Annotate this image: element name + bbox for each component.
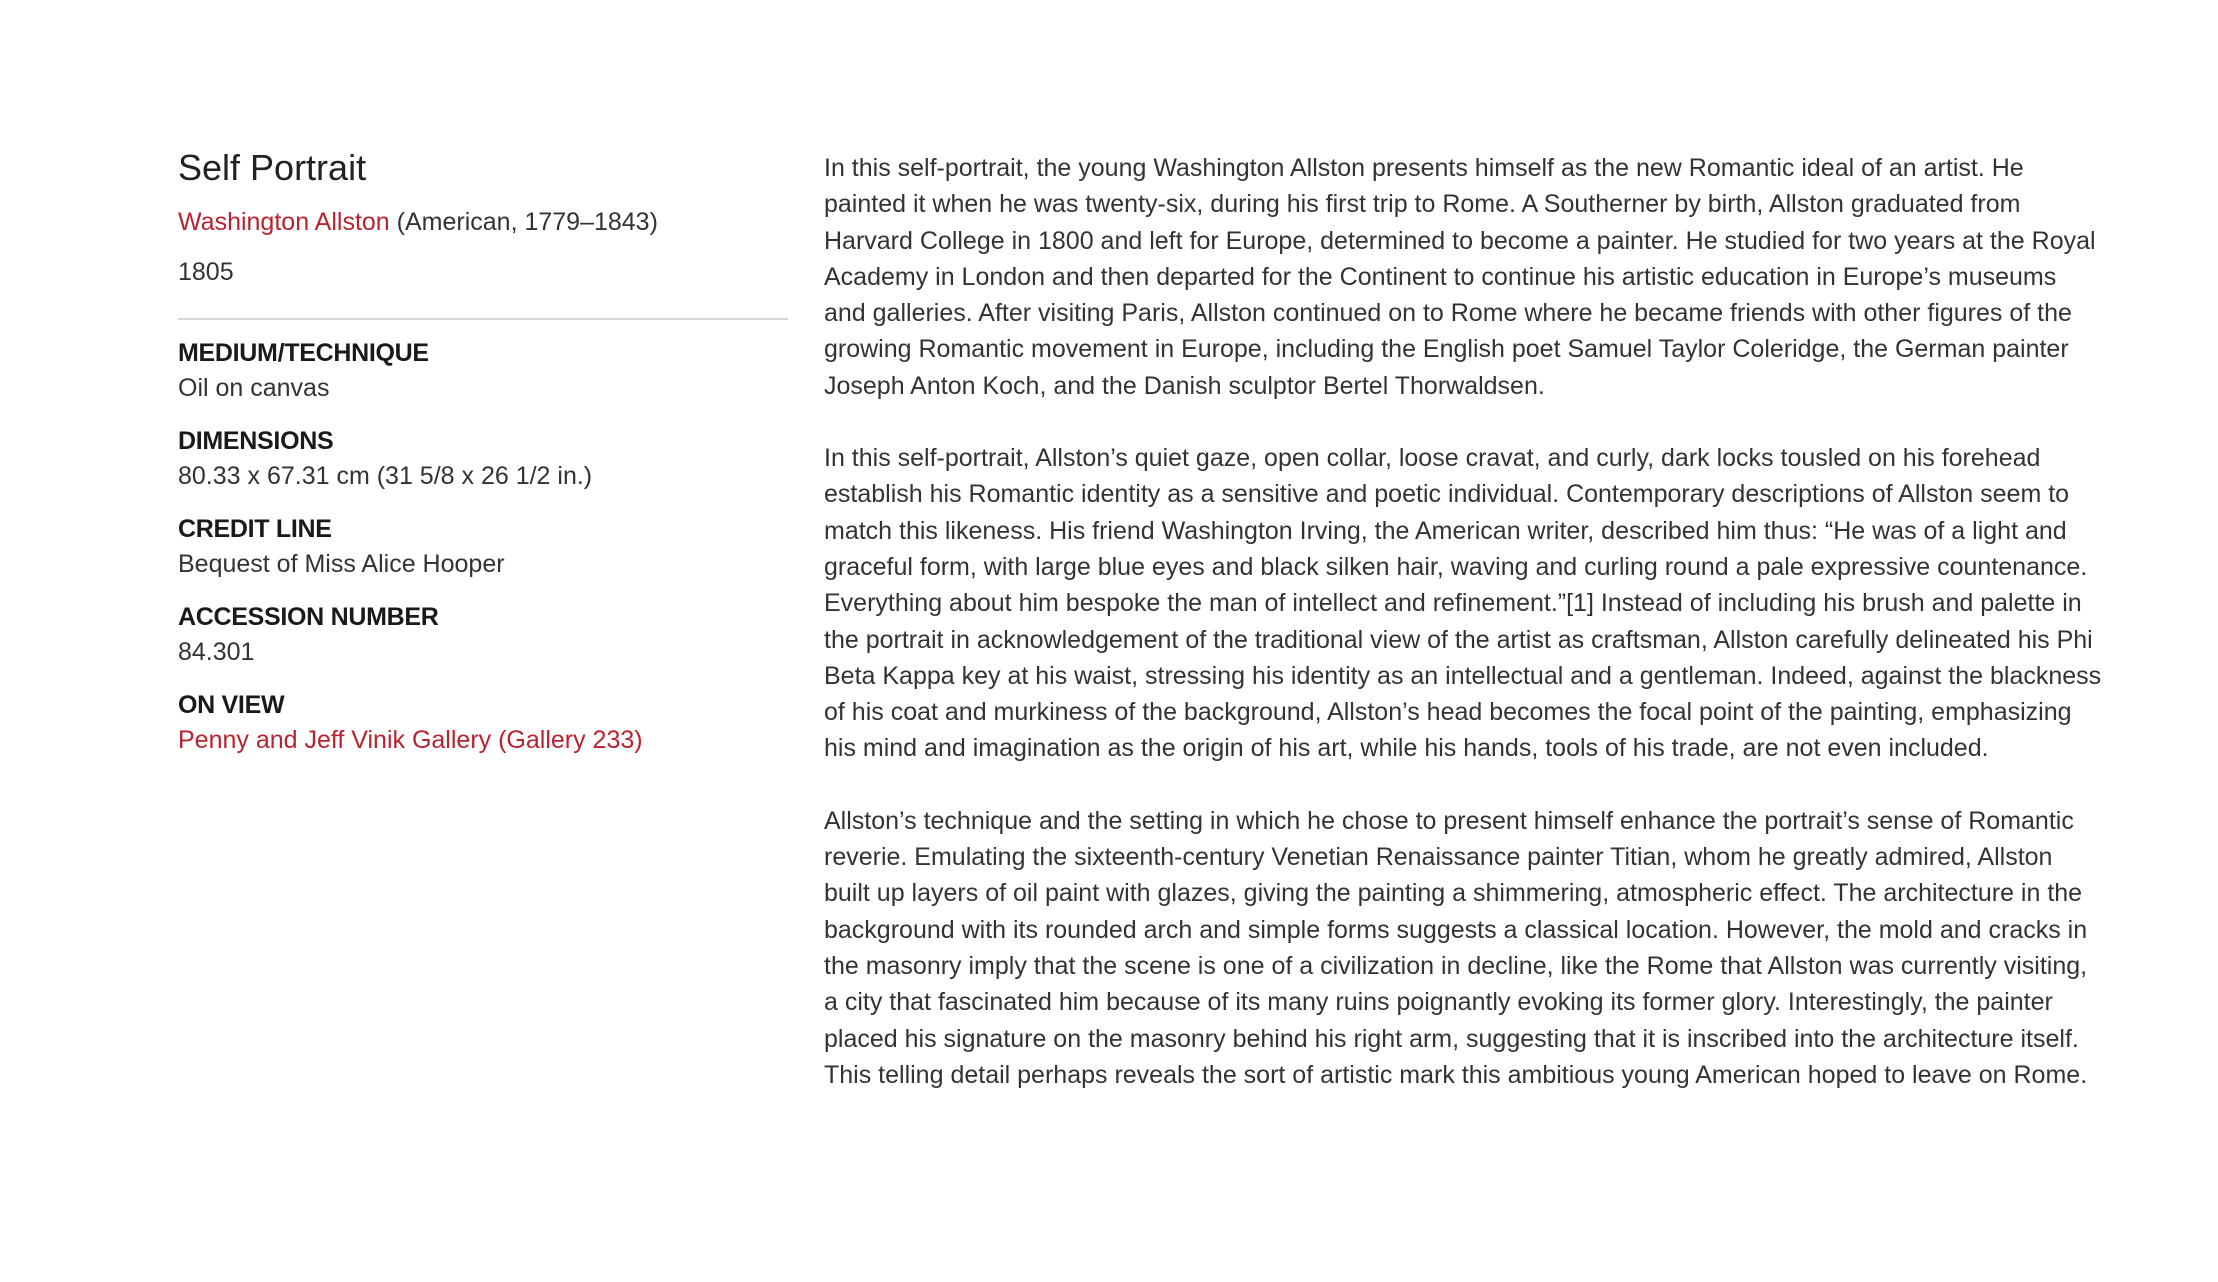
description-paragraph-2: In this self-portrait, Allston’s quiet gaze, open collar, loose cravat, and curly, dark locks tousled on his forehead establish his Romantic identity as a sensitive and poetic individual. Contemporary descriptions of Allston seem to match this likeness. His friend Washington Irving, the American writer, described him thus: “He was of a light and graceful form, with large blue eyes and black silken hair, waving and curling round a pale expressive countenance. Everything about him bespoke the man of intellect and refinement.”[1] Instead of including his brush and palette in the portrait in acknowledgement of the traditional view of the artist as craftsman, Allston carefully delineated his Phi Beta Kappa key at his waist, stressing his identity as an intellectual and a gentleman. Indeed, against the blackness of his coat and murkiness of the background, Allston’s head becomes the focal point of the painting, emphasizing his mind and imagination as the origin of his art, while his hands, tools of his trade, are not even included. [824, 444, 2102, 763]
field-medium [178, 336, 788, 406]
metadata-divider [178, 318, 788, 320]
description-paragraph-3: Allston’s technique and the setting in which he chose to present himself enhance the portrait’s sense of Romantic reverie. Emulating the sixteenth-century Venetian Renaissance painter Titian, whom he greatly admired, Allston built up layers of oil paint with glazes, giving the painting a shimmering, atmospheric effect. The architecture in the background with its rounded arch and simple forms suggests a classical location. However, the mold and cracks in the masonry imply that the scene is one of a civilization in decline, like the Rome that Allston was currently visiting, a city that fascinated him because of its many ruins poignantly evoking its former glory. Interestingly, the painter placed his signature on the masonry behind his right arm, suggesting that it is inscribed into the architecture itself. This telling detail perhaps reveals the sort of artistic mark this ambitious young American hoped to leave on Rome. [824, 806, 2088, 1089]
field-accession-number [178, 600, 788, 670]
artwork-title: Self Portrait [178, 147, 367, 188]
field-credit-line [178, 512, 788, 582]
field-value-medium: Oil on canvas [178, 374, 330, 402]
field-value-dimensions: 80.33 x 67.31 cm (31 5/8 x 26 1/2 in.) [178, 462, 593, 490]
field-value-credit-line: Bequest of Miss Alice Hooper [178, 550, 505, 578]
artwork-date: 1805 [178, 258, 234, 286]
artist-details: (American, 1779–1843) [389, 208, 658, 236]
field-label-accession-number: ACCESSION NUMBER [178, 603, 439, 631]
field-dimensions [178, 424, 788, 494]
field-label-medium: MEDIUM/TECHNIQUE [178, 339, 429, 367]
field-label-credit-line: CREDIT LINE [178, 515, 332, 543]
artwork-metadata-panel [178, 144, 788, 776]
description-paragraph-1: In this self-portrait, the young Washington Allston presents himself as the new Romantic ideal of an artist. He painted it when he was twenty-six, during his first trip to Rome. A Southerner by birth, Allston graduated from Harvard College in 1800 and left for Europe, determined to become a painter. He studied for two years at the Royal Academy in London and then departed for the Continent to continue his artistic education in Europe’s museums and galleries. After visiting Paris, Allston continued on to Rome where he became friends with other figures of the growing Romantic movement in Europe, including the English poet Samuel Taylor Coleridge, the German painter Joseph Anton Koch, and the Danish sculptor Bertel Thorwaldsen. [824, 154, 2096, 400]
field-label-dimensions: DIMENSIONS [178, 427, 334, 455]
artist-link[interactable]: Washington Allston [178, 208, 390, 236]
field-on-view [178, 688, 788, 758]
gallery-link[interactable]: Penny and Jeff Vinik Gallery (Gallery 233) [178, 726, 643, 754]
artwork-description [824, 150, 2104, 1129]
field-label-on-view: ON VIEW [178, 691, 285, 719]
field-value-accession-number: 84.301 [178, 638, 255, 666]
artist-line [178, 204, 788, 240]
